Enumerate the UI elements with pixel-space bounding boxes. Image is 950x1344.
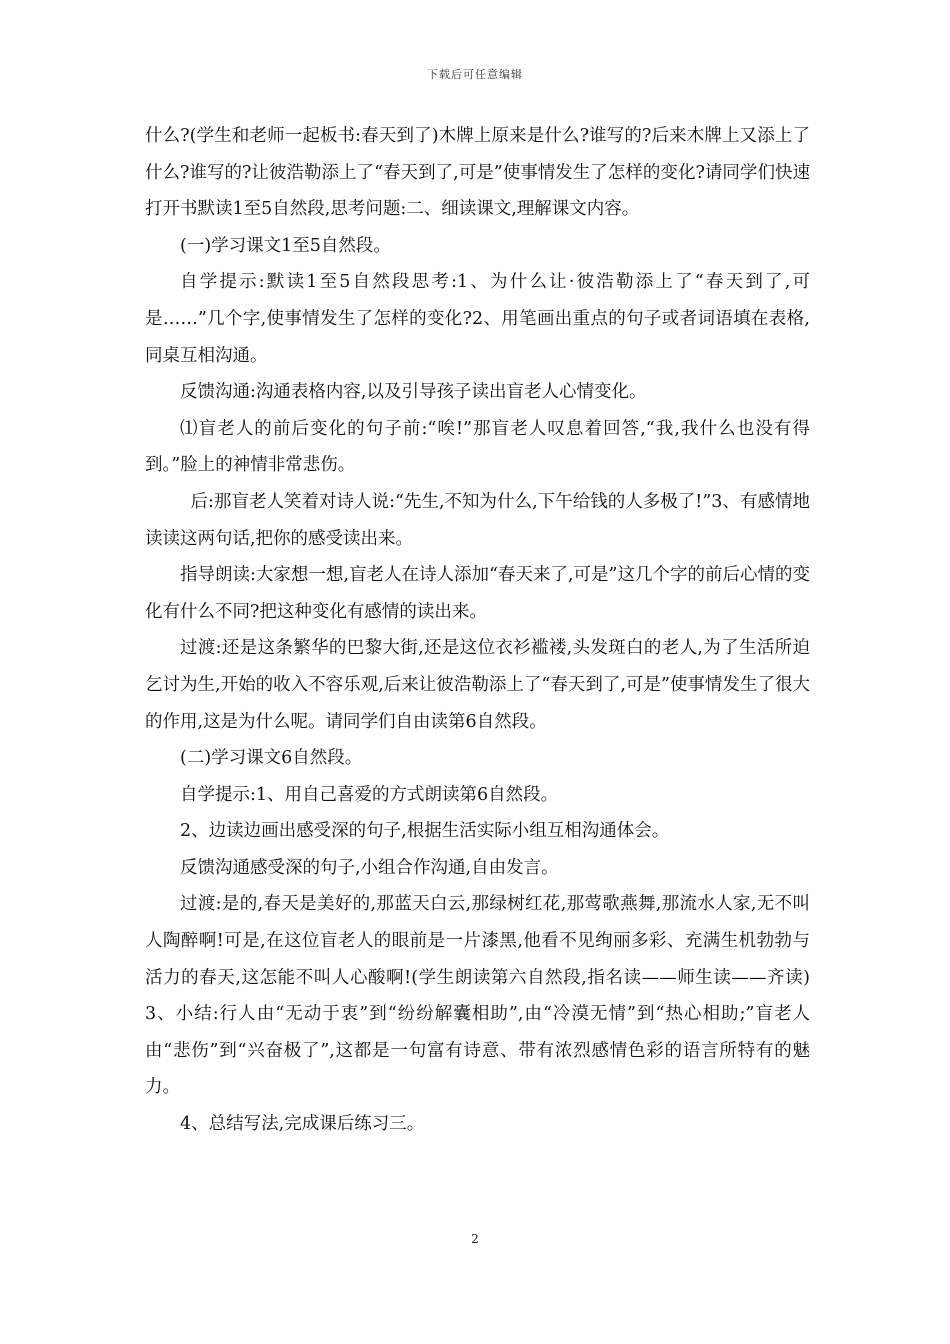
document-body [145,118,810,1143]
paragraph-4: 反馈沟通:沟通表格内容,以及引导孩子读出盲老人心情变化。 [180,382,647,403]
paragraph-1: 什么?(学生和老师一起板书:春天到了)木牌上原来是什么?谁写的?后来木牌上又添上了什么?谁写的?让彼浩勒添上了“春天到了,可是”使事情发生了怎样的变化?请同学们快速打开书默读1至5自然段,思考问题:二、细读课文,理解课文内容。 [145,126,810,220]
paragraph-6: 后:那盲老人笑着对诗人说:“先生,不知为什么,下午给钱的人多极了!”3、有感情地读读这两句话,把你的感受读出来。 [145,491,810,549]
paragraph-5: ⑴盲老人的前后变化的句子前:“唉!”那盲老人叹息着回答,“我,我什么也没有得到。”脸上的神情非常悲伤。 [145,418,810,476]
paragraph-3: 自学提示:默读1至5自然段思考:1、为什么让·彼浩勒添上了“春天到了,可是……”几个字,使事情发生了怎样的变化?2、用笔画出重点的句子或者词语填在表格,同桌互相沟通。 [145,272,810,366]
paragraph-12: 反馈沟通感受深的句子,小组合作沟通,自由发言。 [180,857,559,878]
paragraph-2: (一)学习课文1至5自然段。 [180,235,391,256]
paragraph-8: 过渡:还是这条繁华的巴黎大街,还是这位衣衫褴褛,头发斑白的老人,为了生活所迫乞讨为生,开始的收入不容乐观,后来让彼浩勒添上了“春天到了,可是”使事情发生了很大的作用,这是为什么呢。请同学们自由读第6自然段。 [145,638,810,732]
paragraph-10: 自学提示:1、用自己喜爱的方式朗读第6自然段。 [180,784,559,805]
paragraph-7: 指导朗读:大家想一想,盲老人在诗人添加“春天来了,可是”这几个字的前后心情的变化有什么不同?把这种变化有感情的读出来。 [145,565,810,622]
paragraph-13: 过渡:是的,春天是美好的,那蓝天白云,那绿树红花,那莺歌燕舞,那流水人家,无不叫人陶醉啊!可是,在这位盲老人的眼前是一片漆黑,他看不见绚丽多彩、充满生机勃勃与活力的春天,这怎能不叫人心酸啊!(学生朗读第六自然段,指名读——师生读——齐读)3、小结:行人由“无动于衷”到“纷纷解囊相助”,由“冷漠无情”到“热心相助;”盲老人由“悲伤”到“兴奋极了”,这都是一句富有诗意、带有浓烈感情色彩的语言所特有的魅力。 [145,894,810,1098]
page-number: 2 [471,1232,479,1246]
paragraph-14: 4、总结写法,完成课后练习三。 [180,1114,425,1135]
paragraph-11: 2、边读边画出感受深的句子,根据生活实际小组互相沟通体会。 [180,821,670,842]
page-header: 下载后可任意编辑 [427,68,523,81]
paragraph-9: (二)学习课文6自然段。 [180,748,363,769]
